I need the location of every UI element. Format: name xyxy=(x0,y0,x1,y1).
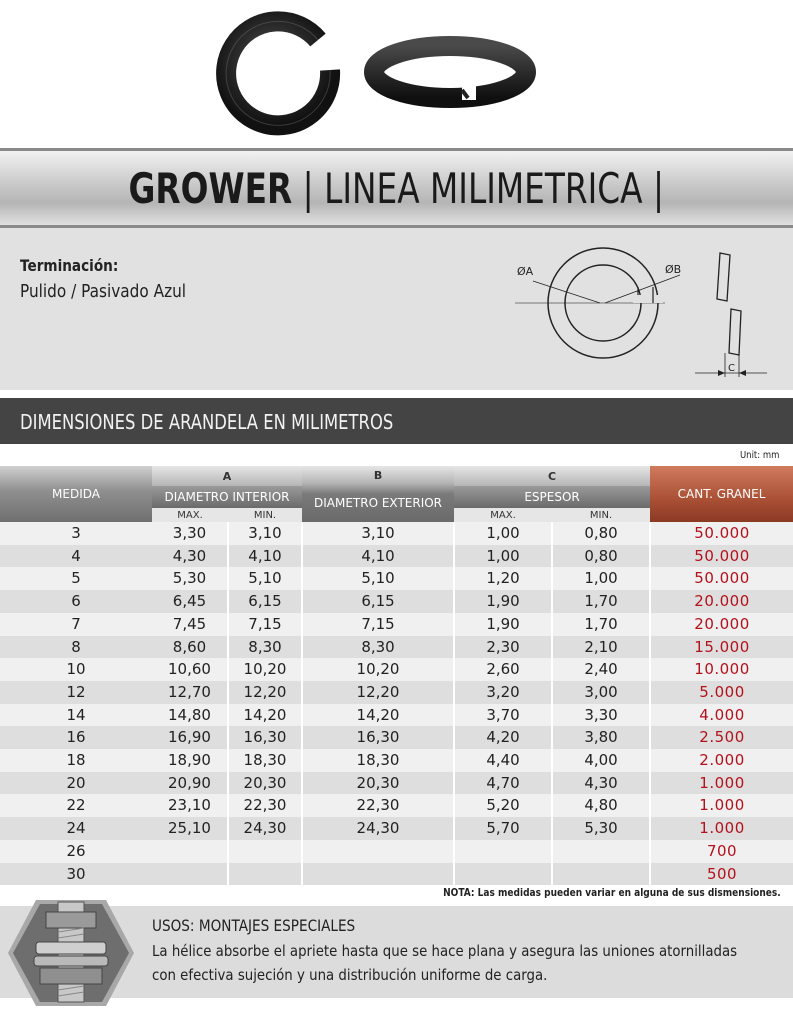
cell-c-max xyxy=(454,840,552,863)
table-row xyxy=(0,522,793,545)
cell-c-max: 1,00 xyxy=(454,522,552,545)
table-row xyxy=(0,840,793,863)
cell-medida: 12 xyxy=(0,681,152,704)
cell-a-max: 10,60 xyxy=(152,658,228,681)
cell-a-max: 20,90 xyxy=(152,772,228,795)
cell-c-min: 3,00 xyxy=(552,681,650,704)
title-banner xyxy=(0,148,793,228)
header-b-letter: B xyxy=(373,469,383,482)
cell-b: 14,20 xyxy=(302,704,454,727)
cell-medida: 3 xyxy=(0,522,152,545)
cell-a-min: 8,30 xyxy=(228,636,302,659)
cell-a-min xyxy=(228,863,302,886)
header-a-max: MAX. xyxy=(152,508,228,522)
cell-b: 10,20 xyxy=(302,658,454,681)
cell-a-max xyxy=(152,840,228,863)
cell-b: 6,15 xyxy=(302,590,454,613)
finish-value: Pulido / Pasivado Azul xyxy=(20,281,187,302)
header-c-letter: C xyxy=(454,466,650,486)
table-row xyxy=(0,726,793,749)
cell-medida: 5 xyxy=(0,567,152,590)
cell-cant: 1.000 xyxy=(650,794,793,817)
table-row xyxy=(0,658,793,681)
label-c: C xyxy=(728,363,735,374)
cell-c-min: 5,30 xyxy=(552,817,650,840)
cell-c-max: 1,90 xyxy=(454,590,552,613)
dimensions-table xyxy=(0,466,793,885)
header-a-letter: A xyxy=(152,466,302,486)
table-row xyxy=(0,794,793,817)
cell-a-max: 23,10 xyxy=(152,794,228,817)
table-row xyxy=(0,817,793,840)
cell-c-max: 4,70 xyxy=(454,772,552,795)
cell-cant: 500 xyxy=(650,863,793,886)
cell-a-max: 14,80 xyxy=(152,704,228,727)
cell-a-max: 8,60 xyxy=(152,636,228,659)
cell-a-max: 16,90 xyxy=(152,726,228,749)
cell-cant: 20.000 xyxy=(650,613,793,636)
cell-medida: 16 xyxy=(0,726,152,749)
cell-medida: 6 xyxy=(0,590,152,613)
cell-c-max: 2,30 xyxy=(454,636,552,659)
header-c-label: ESPESOR xyxy=(454,486,650,508)
cell-cant: 50.000 xyxy=(650,545,793,568)
cell-c-min: 4,30 xyxy=(552,772,650,795)
table-row xyxy=(0,613,793,636)
cell-c-min: 3,30 xyxy=(552,704,650,727)
cell-c-min: 0,80 xyxy=(552,522,650,545)
cell-medida: 26 xyxy=(0,840,152,863)
cell-medida: 18 xyxy=(0,749,152,772)
cell-medida: 30 xyxy=(0,863,152,886)
header-a-min: MIN. xyxy=(228,508,302,522)
cell-medida: 4 xyxy=(0,545,152,568)
cell-a-min: 6,15 xyxy=(228,590,302,613)
cell-b: 12,20 xyxy=(302,681,454,704)
cell-c-min: 0,80 xyxy=(552,545,650,568)
side-profile-top xyxy=(717,253,730,301)
washer-side-photo xyxy=(374,46,526,100)
cell-a-min: 22,30 xyxy=(228,794,302,817)
cell-medida: 7 xyxy=(0,613,152,636)
cell-a-min: 10,20 xyxy=(228,658,302,681)
product-photo-area xyxy=(0,0,793,148)
cell-a-min: 16,30 xyxy=(228,726,302,749)
finish-label: Terminación: xyxy=(20,256,119,275)
table-row xyxy=(0,704,793,727)
cell-cant: 2.000 xyxy=(650,749,793,772)
cell-medida: 14 xyxy=(0,704,152,727)
header-a-label: DIAMETRO INTERIOR xyxy=(152,486,302,508)
section-title: DIMENSIONES DE ARANDELA EN MILIMETROS xyxy=(20,410,394,434)
cell-cant: 5.000 xyxy=(650,681,793,704)
cell-c-max: 2,60 xyxy=(454,658,552,681)
cell-cant: 20.000 xyxy=(650,590,793,613)
cell-c-max: 1,90 xyxy=(454,613,552,636)
cell-a-max: 6,45 xyxy=(152,590,228,613)
header-cant-granel: CANT. GRANEL xyxy=(650,466,793,522)
table-row xyxy=(0,863,793,886)
cell-b xyxy=(302,840,454,863)
header-medida: MEDIDA xyxy=(0,466,152,522)
cell-c-max: 1,20 xyxy=(454,567,552,590)
header-b-label: DIAMETRO EXTERIOR xyxy=(314,496,443,510)
cell-cant: 50.000 xyxy=(650,567,793,590)
cell-a-min: 5,10 xyxy=(228,567,302,590)
cell-cant: 10.000 xyxy=(650,658,793,681)
header-b xyxy=(302,466,454,522)
cell-a-min: 4,10 xyxy=(228,545,302,568)
cell-medida: 24 xyxy=(0,817,152,840)
cell-b: 7,15 xyxy=(302,613,454,636)
cell-b: 4,10 xyxy=(302,545,454,568)
table-row xyxy=(0,567,793,590)
cell-cant: 2.500 xyxy=(650,726,793,749)
cell-b: 5,10 xyxy=(302,567,454,590)
cell-a-min: 14,20 xyxy=(228,704,302,727)
header-c-min: MIN. xyxy=(552,508,650,522)
cell-c-max xyxy=(454,863,552,886)
cell-medida: 8 xyxy=(0,636,152,659)
cell-c-max: 4,20 xyxy=(454,726,552,749)
cell-c-max: 1,00 xyxy=(454,545,552,568)
bolt-assembly-photo xyxy=(6,898,136,1008)
cell-a-max: 25,10 xyxy=(152,817,228,840)
cell-c-min: 2,40 xyxy=(552,658,650,681)
cell-cant: 15.000 xyxy=(650,636,793,659)
side-profile-bottom xyxy=(729,309,741,355)
cell-c-min: 2,10 xyxy=(552,636,650,659)
cell-a-min: 3,10 xyxy=(228,522,302,545)
usage-title: USOS: MONTAJES ESPECIALES xyxy=(152,916,356,935)
table-row xyxy=(0,590,793,613)
cell-a-max: 18,90 xyxy=(152,749,228,772)
cell-cant: 1.000 xyxy=(650,817,793,840)
cell-b: 18,30 xyxy=(302,749,454,772)
cell-a-min: 12,20 xyxy=(228,681,302,704)
cell-b: 20,30 xyxy=(302,772,454,795)
cell-c-min xyxy=(552,863,650,886)
table-row xyxy=(0,545,793,568)
cell-c-min: 1,70 xyxy=(552,613,650,636)
cell-a-min: 20,30 xyxy=(228,772,302,795)
usage-text-line-2: con efectiva sujeción y una distribución uniforme de carga. xyxy=(152,966,548,984)
cell-c-min xyxy=(552,840,650,863)
cell-c-max: 3,70 xyxy=(454,704,552,727)
cell-b: 3,10 xyxy=(302,522,454,545)
unit-note: Unit: mm xyxy=(739,450,779,461)
cell-c-min: 3,80 xyxy=(552,726,650,749)
cell-b xyxy=(302,863,454,886)
header-c-max: MAX. xyxy=(454,508,552,522)
table-note: NOTA: Las medidas pueden variar en alguna de sus dismensiones. xyxy=(443,886,781,899)
cell-cant: 700 xyxy=(650,840,793,863)
cell-b: 16,30 xyxy=(302,726,454,749)
cell-a-max: 3,30 xyxy=(152,522,228,545)
cell-c-max: 3,20 xyxy=(454,681,552,704)
usage-text-line-1: La hélice absorbe el apriete hasta que se hace plana y asegura las uniones atornilladas xyxy=(152,942,738,960)
table-row xyxy=(0,772,793,795)
cell-b: 24,30 xyxy=(302,817,454,840)
washer-technical-drawing xyxy=(505,245,780,385)
label-a: ØA xyxy=(517,265,534,278)
cell-a-max: 12,70 xyxy=(152,681,228,704)
cell-a-max: 5,30 xyxy=(152,567,228,590)
washer-photos xyxy=(0,0,793,148)
cell-a-max: 4,30 xyxy=(152,545,228,568)
cell-medida: 10 xyxy=(0,658,152,681)
cell-cant: 1.000 xyxy=(650,772,793,795)
cell-a-max xyxy=(152,863,228,886)
page-title: GROWER | LINEA MILIMETRICA | xyxy=(128,163,665,213)
cell-c-min: 4,00 xyxy=(552,749,650,772)
cell-c-max: 5,20 xyxy=(454,794,552,817)
cell-a-min: 7,15 xyxy=(228,613,302,636)
cell-c-max: 4,40 xyxy=(454,749,552,772)
cell-medida: 20 xyxy=(0,772,152,795)
cell-c-min: 1,70 xyxy=(552,590,650,613)
table-row xyxy=(0,636,793,659)
table-row xyxy=(0,749,793,772)
cell-a-min xyxy=(228,840,302,863)
cell-b: 22,30 xyxy=(302,794,454,817)
cell-cant: 50.000 xyxy=(650,522,793,545)
cell-a-min: 24,30 xyxy=(228,817,302,840)
cell-b: 8,30 xyxy=(302,636,454,659)
table-row xyxy=(0,681,793,704)
washer-front-photo xyxy=(226,21,330,125)
cell-a-min: 18,30 xyxy=(228,749,302,772)
cell-a-max: 7,45 xyxy=(152,613,228,636)
cell-cant: 4.000 xyxy=(650,704,793,727)
cell-medida: 22 xyxy=(0,794,152,817)
label-b: ØB xyxy=(665,263,682,276)
cell-c-max: 5,70 xyxy=(454,817,552,840)
cell-c-min: 1,00 xyxy=(552,567,650,590)
cell-c-min: 4,80 xyxy=(552,794,650,817)
